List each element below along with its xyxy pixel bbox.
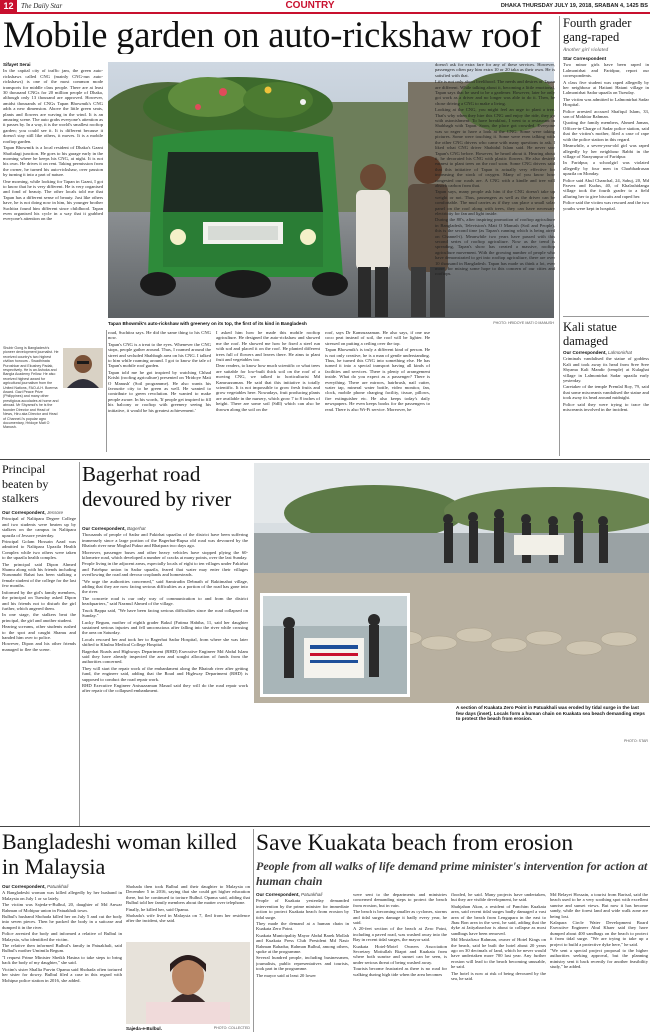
victim-photo-credit: PHOTO: COLLECTED xyxy=(213,1026,250,1030)
malaysia-col1 xyxy=(2,884,122,1032)
paragraph: Dear readers, to know how much scientific or what trees are suitable for low-built thick soil on the roof of a moving CNG, we talked to horticulturist Md Kamruzzaman. He said that this initiative is totally scientific. It is not impossible to grow fresh fruits and grow vegetables here. Nowadays, fruit producing plants are available in the nursery, which grow 7 to 8 inches of height. There are some soil (Sdll) which can also be thrown along the soil on the xyxy=(216,363,320,412)
paragraph: Kalapara Circle Water Development Board Executive Engineer Abul Khaer said they have dumped about 400 sandbags on the beach to protect it from tidal surge. "We are trying to take up a project to build a protective dyke here," he said. xyxy=(550,920,648,947)
principal-body xyxy=(2,510,76,820)
paragraph: Md Mostafizur Rahman, owner of Hotel Kings on the beach, said he built the hotel about 20 years ago on 30 decimals of land, which he never would have undertaken more 700 last year. Any further erosion will lead to the beach becoming unusable, he said. xyxy=(451,937,546,970)
paragraph: Tapan says, many people ask him if the CNG doesn't take up weight or not. Thus, passengers as well as the driver can be comfortable. The mud carries as if they can place a small solar panel on the roof along with trees, they can have necessary electricity for fan and light inside. xyxy=(435,189,555,216)
byline-location: Patuakhali xyxy=(46,884,69,889)
author-note-text: Shubir Gong is Bangladesh's pioneer development journalist. He received country's two highest civilian honours - Swadhinata Puroshkar and Ekushey Padak, respectively. He is an Ashoka and Bangla Academy Fellow. He also received highest award for agricultural journalism from the United Nations, FAO-A.H. Boerma Award. Gazi Peace Prize (Philippines) and many other prestigious accolades at home and abroad. Mr Shyamol's he is the founder Director and Head of News, Hiru aka Director and Head of Channel-i's popular agro documentary, Hridoye Mati O Manush. xyxy=(3,346,59,430)
author-portrait xyxy=(63,348,103,388)
paragraph: Locals rescued her and took her to Bagerhat Sadar Hospital, from where she was later shifted to Khulna Medical College Hospital. xyxy=(82,636,248,648)
principal-headline: Principal beaten by stalkers xyxy=(2,462,49,505)
main-story-col4 xyxy=(325,330,430,452)
kuakata-beach-image xyxy=(254,463,649,703)
page-header xyxy=(0,0,650,14)
paragraph: road, Suchitra says. He did the same thing to his CNG now. xyxy=(108,330,211,341)
byline xyxy=(2,884,122,889)
kali-statue-headline: Kali statue damaged xyxy=(563,320,617,348)
malaysia-col2 xyxy=(126,884,250,938)
paragraph: Life is not only about livelihood. The needs and desires of Tapan are different. While talking about it, becoming a little emotional, Tapan says that he used to be a gardener. However, later he only got work as a driver and no longer was able to do it. Then, he chose driving a CNG to make a living. xyxy=(435,79,555,106)
paragraph: Police said they were trying to trace the miscreants involved in the incident. xyxy=(563,401,649,413)
byline xyxy=(82,526,248,531)
paragraph: The mayor said at least 20 lower xyxy=(256,972,316,978)
paragraph: flooded, he said. Many projects have undertaken, but they are visible development, he said. xyxy=(451,892,546,903)
paragraph: Finally, he killed her, said Opama. xyxy=(126,906,190,912)
paragraph: Shahjahan Akon, a resident of Panchim Kuakata area, said recent tidal surges badly damaged a vast area of the beach from Lengupara in the east to Jhau Bon area in the west, he said, adding that the dyke at Jatiyabarchar is about to collapse as most sandbags have been removed. xyxy=(451,903,546,936)
paragraph: The hotel is now at risk of being devoured by the sea, he said. xyxy=(451,970,546,982)
paragraph: One morning, while looking for Tapan in Gazni, I got to know that he is very different. He is very organised and fond of beauty. The other locals told me that Tapan has a different sense of beauty. Just like others have, he is not doing now in him, his younger brother Suchitra found him different since childhood. Tapan even organised his cycle in a way that it grabbed everyone's attention on the xyxy=(3,178,103,222)
paragraph: Kuakata Hotel-Motel Owners Association Secretary Motiullah Biaprt and Kuakata from where both sunrise and sunset can be seen, is under serious threat of being washed away. xyxy=(353,943,447,965)
paragraph: Police arrested accused Shafiqul Islam, 33, son of Mokhtar Rahman. xyxy=(563,108,649,120)
byline xyxy=(256,892,349,897)
paragraph: Victim's sister Shallia Parvin Opama said Shohada often tortured her sister for dowry. Bulbul filed a case in this regard with Mohipur police station in 2016, she added. xyxy=(2,966,122,983)
author-portrait-image xyxy=(63,348,103,388)
paragraph: In the capital city of traffic jam, the green auto-rickshaws called CNG (mainly CNG-run auto-rickshaws) is one of the most common mode transports for middle class people. There are at least 30 thousand CNGs for 20 million people of Dhaka, although only 13 thousand are approved. However, amidst thousands of CNGs Tapan Bhowmik's CNG adds a new dimension. Above the little green seats, plants and flowers are waving in the wind. It is an amazing scene. The auto grabs everyone's attention as it passes by. In a way, it is the world's smallest rooftop garden; you could see it. It is different because it doesn't stay still like others, it moves. It is a mobile rooftop garden. xyxy=(3,68,103,144)
paragraph: Bulbul's husband Shohada killed her on July 5 and cut the body into seven pieces. Then he packed the body in a suitcase and dumped it in the river. xyxy=(2,914,122,930)
paragraph: Principal Golam Hossain Azad was admitted to Nalitpara Upazila Health Complex while two others were taken to the upazila health complex. xyxy=(2,539,76,561)
paragraph: The principal said Dipon Ahmed Shamu along with his friends including Nurunnabi Rahat has been stalking a female student of the college for the last few months. xyxy=(2,561,76,589)
paragraph: Police said the victim was rescued and the two youths were kept in hospital. xyxy=(563,200,649,211)
paragraph: Principal of Nalitpara Degree College and two students were beaten up by stalkers on the campus in Nalitpara upazila of Jessore yesterday. xyxy=(2,516,76,538)
paragraph: People of Kuakata yesterday demanded intervention by the prime minister for immediate action to protect Kuakata beach from erosion by tidal surge. xyxy=(256,898,349,920)
kali-statue-body xyxy=(563,350,649,454)
column-rule xyxy=(79,462,80,826)
paragraph: Two minor girls have been raped in Lalmonirhat and Faridpur, report our correspondents. xyxy=(563,62,649,79)
paragraph: Caretaker of the temple Premlal Roy, 79, said that some miscreants vandalised the statue and took away its head around midnight. xyxy=(563,384,649,401)
kuakata-headline: Save Kuakata beach from erosion xyxy=(256,830,574,856)
kuakata-subhead: People from all walks of life demand prime minister's intervention for action at human chain xyxy=(256,859,648,888)
paragraph: Truck Bappa said, "We have been facing serious difficulties since the road collapsed on Sunday." xyxy=(82,607,248,619)
paragraph: Looking at the CNG, you might feel an urge to plant a tree. That's why when they hire this CNG and enjoy the ride, they go with astonishment. To have breakfast, I went to a restaurant in Shahbagh with Tapan. Soon, the place got crowded. Everyone was so eager to have a look at the CNG. Some were taking pictures. Some were touching it. Some were even talking with the other CNG drivers who came with many questions to ask. I liked what CNG driver Shahidul Islam said. He never saw Tapan's CNG before. However, he heard about it. Hearing about it, he decorated his CNG with plastic flowers. He also desired earnest to plant trees on the roof soon. Some CNG drivers said that this initiative of Tapan is actually very effective for increasing the stock of oxygen. Many of you know how congested our roads are. A CNG with a kindle and tree will absorb carbon from that. xyxy=(435,107,555,188)
paragraph: Lucky Begum, mother of eighth grader Bakul (Fatima Habiba, 11, said her daughter sustained serious injuries and fell unconscious after falling into the river while crossing the area on Saturday. xyxy=(82,619,248,636)
kuakata-photo-credit: PHOTO: STAR xyxy=(623,739,648,743)
paragraph: Hearing screams, other students rushed to the spot and caught Shamu and handed him over to police. xyxy=(2,624,76,640)
paragraph: Thousands of people of Sadar and Fakirhat upazilas of the district have been suffering immensely since a large portion of the Bagerhat-Rupsa old road was devoured by the Bhairab river near Moghal Pukur and Bhatpara two days ago. xyxy=(82,532,248,549)
section-label: COUNTRY xyxy=(285,0,335,11)
paragraph: roof, says Dr Kamruzzaman. He also says, if one use coco peat instead of soil, the roof will be lighter. He stressed on putting a ceiling over the top. xyxy=(325,330,430,346)
paragraph: Md Belayet Hossain, a tourist from Barisal, said the beach used to be a very soothing spot with excellent sunrise and sunset views. But now it has become sandy, while the forest land and wide walk zone are being lost. xyxy=(550,892,648,919)
paragraph: Criminals vandalised the statue of goddess Kali and took away its head from Sree Sree Shyama Kali Mandir (temple) at Kulaghat village in Lalmonirhat Sadar upazila early yesterday. xyxy=(563,356,649,384)
paragraph: "We sent a special project proposal to the higher authorities seeking approval, but the planning ministry sent it back recently for another feasibility study," he added. xyxy=(550,948,648,970)
paragraph: RHD Executive Engineer Anisuzzaman Masud said they will do the road repair work after repair of the collapsed embankment. xyxy=(82,682,248,694)
paper-name: The Daily Star xyxy=(21,2,63,10)
section-rule xyxy=(563,316,649,317)
paragraph: Meanwhile, a seven-year-old girl was raped allegedly by her neighbour Rabbi in the village of Narayanpur of Faridpur. xyxy=(563,143,649,159)
byline xyxy=(563,350,649,355)
paragraph: People living in the adjacent areas, especially locals of eight to ten villages under Fakirhat and Fatehpur union in Sadar upazila, feared that water may enter their villages overflowing the road and devour croplands and homesteads. xyxy=(82,561,248,578)
paragraph: Informed by the girl's family members, the principal on Tuesday asked Dipon and his friends not to disturb the girl further, which angered them. xyxy=(2,589,76,611)
kuakata-col4 xyxy=(550,892,648,1032)
paragraph: "We urge the authorities concerned," said Samirudin Debnath of Baktimahat village, adding that they are now facing serious difficulties as a portion of the road has gone into the river. xyxy=(82,578,248,595)
byline-name: Our Correspondent, xyxy=(2,884,46,889)
paragraph: doesn't ask for extra fare for any of these services. However, passengers often pay him extra 10 or 20 taka as their own. He is satisfied with that. xyxy=(435,62,555,78)
victim-portrait-image xyxy=(126,942,250,1024)
paragraph: I asked him how he made this mobile rooftop agriculture. He designed the auto-rickshaw and showed me the roof. He showed me how he fixed a steel run with sod and placed it on the roof. He planted different trees full of flowers and leaves there. He aims to plant fruit and vegetables too. xyxy=(216,330,320,363)
paragraph: Shohada's wife lived in Malaysia on 7, fled from her residence after the incident, she said. xyxy=(126,913,250,924)
main-story-col1 xyxy=(3,62,103,345)
paragraph: were sent to the departments and ministries concerned demanding steps to protect the beach from erosion, but in vain. xyxy=(353,892,447,908)
bagerhat-body xyxy=(82,526,248,822)
main-photo-caption: Tapan Bhowmik's auto-rickshaw with greenery on its top, the first of its kind in Bangladesh xyxy=(108,321,307,326)
paragraph: The relative then informed Bulbul's family in Patuakhali, said Bulbul's mother Umimila Begum. xyxy=(2,943,122,954)
paragraph: During the 80's, after inspiring promotion of rooftop agriculture in Bangladesh, Television's Mati O Manush (Soil and People), this is the second time (as Tapan's running which is being aired on Channel-i). Meanwhile two years have passed with this second series of rooftop agriculture. Now as the trend is spreading, Tapan's show has created a massive, rooftop agriculture movement. With the growing number of people who have demonstrated to get into rooftop agriculture, there are over 10 thousand in Bangladesh. Tapan has made us think a lot, ever more, for mixing some hope to this concern of our cities and rooftops. xyxy=(435,217,555,277)
main-photo-credit: PHOTO: HRIDOYE MATI O MANUSH xyxy=(493,321,554,325)
kuakata-erosion-photo xyxy=(254,463,649,703)
byline-name: Our Correspondent, xyxy=(82,526,126,531)
kuakata-col3 xyxy=(451,892,546,1032)
section-rule xyxy=(0,826,650,827)
byline-location: Jessore xyxy=(46,510,64,515)
section-rule xyxy=(0,459,650,460)
byline-location: Bagerhat xyxy=(126,526,146,531)
dateline: DHAKA THURSDAY JULY 19, 2018, SRABAN 4, 1425 BS xyxy=(500,3,648,9)
column-rule xyxy=(253,829,254,1032)
main-story-col3 xyxy=(216,330,320,452)
paragraph: The victim was admitted to Lalmonirhat Sadar Hospital. xyxy=(563,96,649,108)
bagerhat-headline: Bagerhat road devoured by river xyxy=(82,462,232,511)
paragraph: Police said Abul Chanchal, 24, Sabuj, 20, Md Parvez and Kudus, 40, of Khalashidanga village took the fourth grader to a field alluring her to give biscuits and raped her. xyxy=(563,177,649,199)
paragraph: Tourists become frustrated as there is no road for walking during high tide when the area becomes xyxy=(353,966,447,977)
victim-photo-caption: Sajeda-e-Bulbul. xyxy=(126,1026,162,1031)
paragraph: Tapan told me he got inspired by watching Chhad Krishi (roofing agriculture) presented on 'Hridoye Mati O Manush' (Soil programme). He also wants his favourite city to be green as well. He wanted to contribute to green revolution. He wanted to make people aware. In his words, 'If people get inspired to fill his balcony or rooftop with greenery seeing his initiative, it would be his greatest achievement.' xyxy=(108,369,211,413)
paragraph: Quoting the family members, Ahmed Jaman, Officer-in-Charge of Sadar police station, said that the victim's mother, filed a case of rape with the police station in this regard. xyxy=(563,120,649,142)
paragraph: Shohada then took Bulbul and their daughter to Malaysia on December 5 in 2016, saying that she could get higher education there, but he continued to torture Bulbul. Opama said, adding that Bulbul told her family members about the matter over telephone. xyxy=(126,884,250,906)
paragraph: However, Dipon and his other friends managed to flee the scene. xyxy=(2,641,76,652)
main-story-col5 xyxy=(435,62,555,452)
fourth-grader-body xyxy=(563,56,649,314)
paragraph: In one stage, the stalkers beat the principal, the girl and another student. xyxy=(2,612,76,623)
column-rule xyxy=(106,330,107,452)
byline-name: Our Correspondent, xyxy=(563,350,607,355)
fourth-grader-subhead: Another girl violated xyxy=(563,47,609,53)
paragraph: Moreover, passenger buses and other heavy vehicles have stopped plying the 60-kilometre road, which developed a number of cracks at many points, over the last Sunday. xyxy=(82,549,248,561)
kuakata-photo-caption: A section of Kuakata Zero Point in Patuakhali was eroded by tidal surge in the last few days (inset). Locals form a human chain on Kuakata sea beach demanding steps to protect the beach from erosion. xyxy=(456,705,645,722)
paragraph: Bagerhat Roads and Highways Department (RHD) Executive Engineer Md Abdul Islam said they have already inspected the area and sought allocation of funds from the authorities concerned. xyxy=(82,648,248,665)
paragraph: The victim was Sajeda-e-Bulbul, 20, daughter of Md Anwar Rahman of Mohipur union in Patuakhali town. xyxy=(2,902,122,913)
paragraph: They will start the repair work of the embankment along the Bhairab river after getting fund, the engineer said, adding that the Road and Highway Department (RHD) is supposed to conduct the road repair work. xyxy=(82,665,248,682)
paragraph: Tapan's CNG is a treat to the eyes. Whenever the CNG stops, people gather around. Thus, I roamed around the street and secluded Shahbagh area on his CNG. I talked to him while roaming around. I got to know the tale of Tapan's mobile roof garden. xyxy=(108,341,211,369)
page-number: 12 xyxy=(0,0,17,12)
paragraph: The concrete road is our only way of communication to and from the district headquarters," said Nazmul Ahmed of the village. xyxy=(82,595,248,607)
fourth-grader-headline: Fourth grader gang-raped xyxy=(563,16,632,44)
paragraph: Police arrested the body and informed a relative of Bulbul in Malaysia, who identified the victim. xyxy=(2,931,122,942)
byline-location: Patuakhali xyxy=(300,892,323,897)
byline-name: Our Correspondent, xyxy=(2,510,46,515)
byline: Star Correspondent xyxy=(563,56,607,61)
malaysia-headline: Bangladeshi woman killed in Malaysia xyxy=(2,829,237,879)
paragraph: "I request Prime Minister Sheikh Hasina to take steps to bring back the body of my daughter," she said. xyxy=(2,954,122,966)
main-headline: Mobile garden on auto-rickshaw roof xyxy=(3,16,542,54)
byline-location: Lalmonirhat xyxy=(607,350,632,355)
header-rule xyxy=(0,12,650,14)
paragraph: A Bangladeshi woman was killed allegedly by her husband in Malaysia on July 1 or so lately. xyxy=(2,890,122,901)
byline: Sifayet Serai xyxy=(3,62,31,67)
paragraph: In Faridpur, a schoolgirl was violated allegedly by four men in Charbhadrasan upazila on Monday. xyxy=(563,160,649,177)
paragraph: The beach is becoming smaller as cyclones, storms and tidal surges damage it badly every year, he said. xyxy=(353,909,447,926)
paragraph: Several hundred people, including businessmen, journalists, public representatives and tourists, took part in the programme. xyxy=(256,955,349,972)
paragraph: Tapan Bhowmik's is truly a different kind of person. He is not only creative, he is a man of gentle understanding. Thus, he turned this CNG into something else. He has turned it into a special transport having all kinds of facilities and services. There is plenty of arrangement inside. What do you expect as a passenger? There is everything. There are mirrors, hairbrush, nail cutter, water tap, mineral water bottle, video monitor, fan, clock, mobile phone charging facility, tissue, pillows, fire extinguisher etc. He also keeps today's daily newspapers. He even keeps books for the passengers to read. There is also Wi-Fi service. Moreover, he xyxy=(325,347,430,412)
paragraph: They made the demand at a human chain in Kuakata Zero Point. xyxy=(256,921,349,932)
byline xyxy=(2,510,76,515)
paragraph: Tapan Bhowmik is a local resident of Dhaka's Gazni Shaftalagi junction. He goes to his garage early in the morning where he keeps his CNG, at night. It is not his own. He drives it on rent. Taking permission from the owner, he turned his auto-rickshaw, over passion by turning it into a part of nature. xyxy=(3,145,103,178)
kuakata-col2 xyxy=(353,892,447,1032)
kuakata-col1 xyxy=(256,892,349,1032)
byline-name: Our Correspondent, xyxy=(256,892,300,897)
paragraph: A class five student was raped allegedly by her neighbour at Hatiani Hatani village in Lalmonirhat Sadar upazila on Tuesday. xyxy=(563,79,649,96)
paragraph: Kuakata Municipality Mayor Abdul Barek Mollah and Kuakata Press Club President Md Nasir Rahman Bahadur, Rahman Bulbul, among others, spoke at the programme. xyxy=(256,932,349,955)
author-note-box xyxy=(3,346,103,452)
paragraph: A 20-feet section of the beach at Zero Point, including a paved road, was washed away into the Bay in recent tidal surges, the mayor said. xyxy=(353,926,447,943)
victim-photo xyxy=(126,942,250,1024)
main-story-col2 xyxy=(108,330,211,452)
column-rule xyxy=(559,16,560,456)
